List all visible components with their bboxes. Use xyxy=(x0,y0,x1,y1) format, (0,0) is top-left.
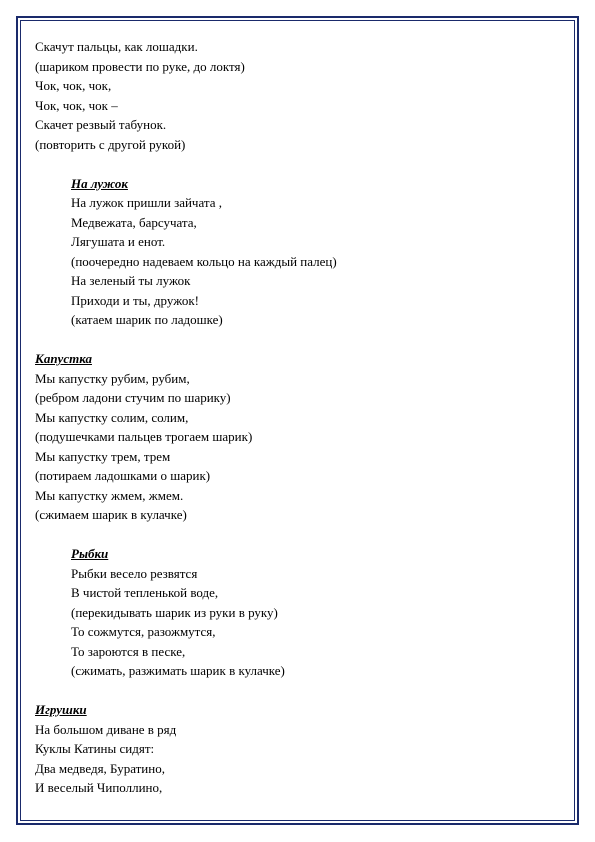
poem-line: На большом диване в ряд xyxy=(35,721,177,737)
poem-title: На лужок xyxy=(71,175,128,191)
poem-line: На зеленый ты лужок xyxy=(71,273,191,288)
poem-line: То сожмутся, разожмутся, xyxy=(71,624,216,639)
poem-line: Рыбки весело резвятся xyxy=(71,565,198,581)
poem-line: Мы капустку солим, солим, xyxy=(35,409,189,425)
poem-line: Куклы Катины сидят: xyxy=(35,741,155,756)
poem-line: Мы капустку трем, трем xyxy=(35,448,171,464)
poem-line: То зароются в песке, xyxy=(71,643,186,659)
poem-title: Капустка xyxy=(35,351,92,366)
poem-line: Чок, чок, чок, xyxy=(35,78,112,93)
poem-section xyxy=(35,700,555,798)
poem-section xyxy=(35,349,555,525)
document-body xyxy=(35,37,555,798)
poem-line: Два медведя, Буратино, xyxy=(35,760,165,776)
poem-line: На лужок пришли зайчата , xyxy=(71,195,223,210)
poem-section xyxy=(35,37,555,154)
poem-line: Приходи и ты, дружок! xyxy=(71,292,199,308)
poem-line: В чистой тепленькой воде, xyxy=(71,585,219,600)
poem-line: И веселый Чиполлино, xyxy=(35,780,163,795)
poem-line: Мы капустку жмем, жмем. xyxy=(35,487,184,503)
poem-instruction: (шариком провести по руке, до локтя) xyxy=(35,58,245,74)
poem-line: Мы капустку рубим, рубим, xyxy=(35,370,190,386)
poem-line: Чок, чок, чок – xyxy=(35,97,118,113)
poem-instruction: (поочередно надеваем кольцо на каждый палец) xyxy=(71,253,337,269)
poem-instruction: (потираем ладошками о шарик) xyxy=(35,468,211,483)
poem-instruction: (сжимать, разжимать шарик в кулачке) xyxy=(71,663,285,678)
poem-instruction: (сжимаем шарик в кулачке) xyxy=(35,507,187,522)
poem-line: Лягушата и енот. xyxy=(71,234,166,249)
poem-instruction: (катаем шарик по ладошке) xyxy=(71,312,223,327)
poem-section xyxy=(35,544,555,681)
poem-instruction: (подушечками пальцев трогаем шарик) xyxy=(35,429,253,444)
poem-line: Медвежата, барсучата, xyxy=(71,214,197,230)
poem-instruction: (перекидывать шарик из руки в руку) xyxy=(71,604,278,620)
poem-instruction: (повторить с другой рукой) xyxy=(35,136,186,152)
poem-title: Игрушки xyxy=(35,702,87,717)
poem-title: Рыбки xyxy=(71,546,109,561)
poem-section xyxy=(35,174,555,330)
poem-line: Скачет резвый табунок. xyxy=(35,117,167,132)
poem-line: Скачут пальцы, как лошадки. xyxy=(35,39,198,54)
poem-instruction: (ребром ладони стучим по шарику) xyxy=(35,390,231,405)
